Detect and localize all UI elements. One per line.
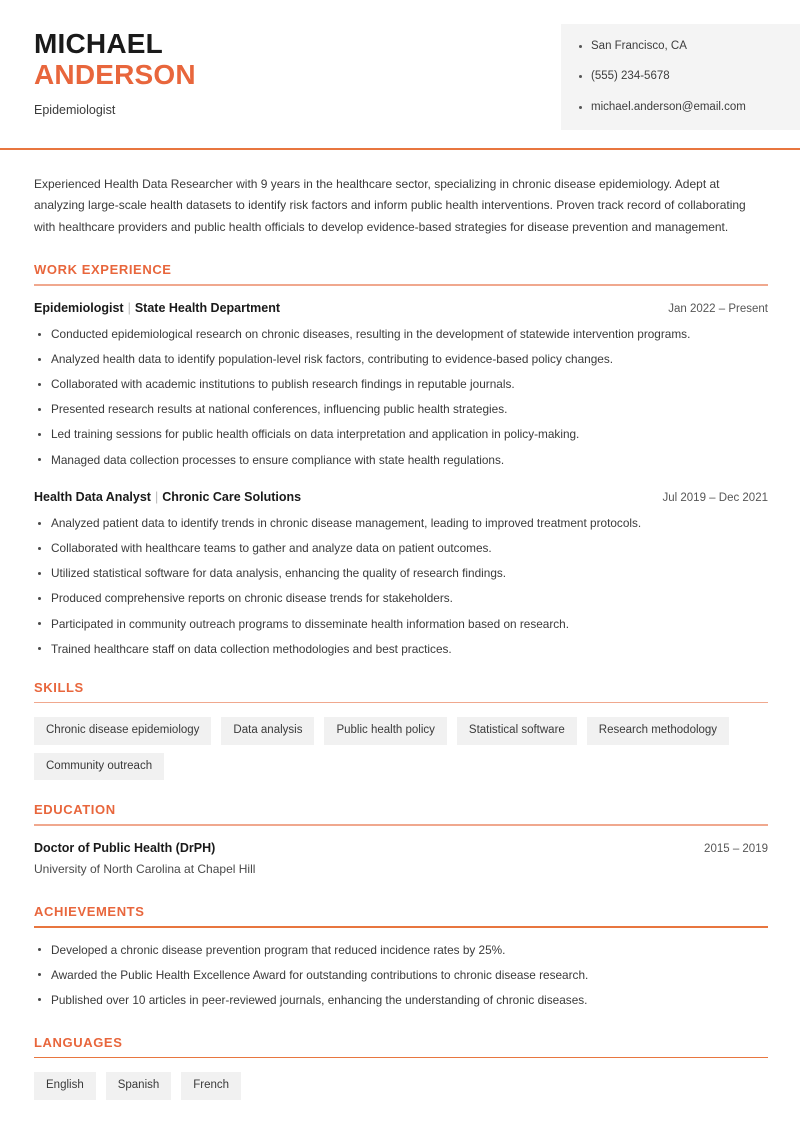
bullet-item: Utilized statistical software for data analysis, enhancing the quality of research findings. [34,565,768,582]
skill-chip: Data analysis [221,717,314,745]
achievement-item: Published over 10 articles in peer-reviewed journals, enhancing the understanding of chronic diseases. [34,992,768,1009]
section-rule-achievements [34,926,768,928]
section-rule-skills [34,702,768,704]
achievements-list [34,942,768,1009]
section-title-work-experience: WORK EXPERIENCE [34,262,172,278]
bullet-item: Collaborated with healthcare teams to gather and analyze data on patient outcomes. [34,540,768,557]
work-entry-date: Jul 2019 – Dec 2021 [662,491,768,504]
work-entry-bullets [34,515,768,658]
section-achievements [34,904,768,1009]
education-entry [34,840,768,878]
section-title-education: EDUCATION [34,802,116,818]
skill-chip: Public health policy [324,717,446,745]
education-school: University of North Carolina at Chapel Hill [34,862,256,877]
language-chip: French [181,1072,241,1100]
work-entry [34,489,768,658]
section-title-achievements: ACHIEVEMENTS [34,904,145,920]
header-job-title: Epidemiologist [34,102,116,117]
education-entry-header [34,840,768,858]
work-entry-bullets [34,326,768,469]
last-name: ANDERSON [34,59,196,91]
section-work-experience [34,262,768,658]
bullet-item: Conducted epidemiological research on chronic diseases, resulting in the development of statewide intervention programs. [34,326,768,343]
skill-chip: Community outreach [34,753,164,781]
bullet-item: Presented research results at national conferences, influencing public health strategies. [34,401,768,418]
achievement-item: Awarded the Public Health Excellence Award for outstanding contributions to chronic disease research. [34,967,768,984]
bullet-item: Led training sessions for public health officials on data interpretation and application in policy-making. [34,426,768,443]
work-entry-role: Health Data Analyst [34,489,151,504]
work-entry-header [34,300,768,318]
education-date: 2015 – 2019 [704,842,768,855]
contact-list [577,38,782,116]
skill-chip: Statistical software [457,717,577,745]
header-identity [0,24,196,118]
work-entry-title [34,300,280,317]
section-title-skills: SKILLS [34,679,84,695]
section-rule-education [34,824,768,826]
bullet-item: Participated in community outreach programs to disseminate health information based on research. [34,616,768,633]
bullet-item: Collaborated with academic institutions to publish research findings in reputable journals. [34,376,768,393]
section-languages [34,1035,768,1100]
contact-phone[interactable]: (555) 234-5678 [577,68,782,85]
section-rule-languages [34,1057,768,1059]
section-skills [34,680,768,781]
header-divider [0,148,800,150]
work-entry [34,300,768,469]
section-education [34,802,768,878]
work-entry-title [34,489,301,506]
section-rule-work-experience [34,284,768,286]
work-entry-separator: | [127,300,131,315]
resume-header [0,0,800,136]
bullet-item: Managed data collection processes to ensure compliance with state health regulations. [34,452,768,469]
languages-chip-list [34,1072,768,1100]
work-entry-header [34,489,768,507]
work-entry-role: Epidemiologist [34,300,124,315]
skill-chip: Research methodology [587,717,729,745]
education-degree: Doctor of Public Health (DrPH) [34,840,216,855]
language-chip: Spanish [106,1072,172,1100]
contact-info-box [561,24,800,130]
bullet-item: Trained healthcare staff on data collection methodologies and best practices. [34,641,768,658]
work-entry-date: Jan 2022 – Present [668,302,768,315]
bullet-item: Analyzed health data to identify population-level risk factors, contributing to evidence-based policy changes. [34,351,768,368]
work-entry-company: State Health Department [134,300,281,315]
section-title-languages: LANGUAGES [34,1034,123,1050]
bullet-item: Produced comprehensive reports on chronic disease trends for stakeholders. [34,590,768,607]
resume-body [0,174,800,1100]
skill-chip: Chronic disease epidemiology [34,717,211,745]
work-entry-company: Chronic Care Solutions [162,489,302,504]
work-entry-separator: | [154,489,159,504]
bullet-item: Analyzed patient data to identify trends in chronic disease management, leading to improved treatment protocols. [34,515,768,532]
first-name: MICHAEL [34,28,163,59]
contact-location: San Francisco, CA [577,38,782,55]
contact-email[interactable]: michael.anderson@email.com [577,99,782,116]
achievement-item: Developed a chronic disease prevention program that reduced incidence rates by 25%. [34,942,768,959]
language-chip: English [34,1072,96,1100]
professional-summary: Experienced Health Data Researcher with 9 years in the healthcare sector, specializing in chronic disease epidemiology. Adept at analyzing large-scale health datasets to identify risk factors and inform public health interventions. Proven track record of collaborating with healthcare providers and public health officials to develop evidence-based strategies for disease prevention and management. [34,177,746,234]
skills-chip-list [34,717,768,780]
